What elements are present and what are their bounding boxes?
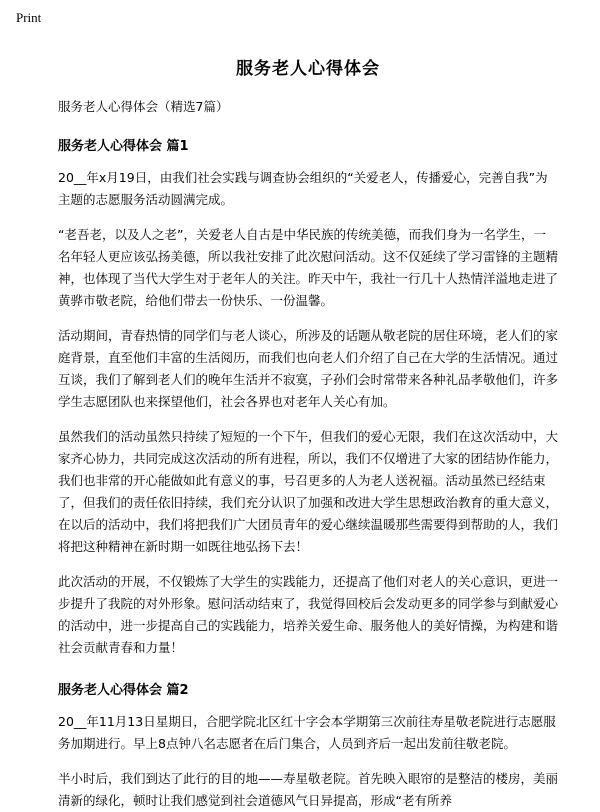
print-link[interactable]: Print <box>16 10 42 25</box>
section-heading-2: 服务老人心得体会 篇2 <box>58 683 189 698</box>
paragraph: “老吾老，以及人之老”，关爱老人自古是中华民族的传统美德，而我们身为一名学生，一名年轻人更应该弘扬美德，所以我社安排了此次慰问活动。这不仅延续了学习雷锋的主题精神，也体现了当代大学生对于老年人的关注。昨天中午，我社一行几十人热情洋溢地走进了黄骅市敬老院，给他们带去一份快乐、一份温馨。 <box>58 227 559 308</box>
paragraph: 20__年11月13日星期日，合肥学院北区红十字会本学期第三次前往寿星敬老院进行志愿服务加期进行。早上8点钟八名志愿者在后门集合，人员到齐后一起出发前往敬老院。 <box>58 714 556 751</box>
paragraph: 活动期间，青春热情的同学们与老人谈心，所涉及的话题从敬老院的居住环境，老人们的家庭背景，直至他们丰富的生活阅历，而我们也向老人们介绍了自己在大学的生活情况。通过互谈，我们了解到老人们的晚年生活并不寂寞，子孙们会时常带来各种礼品孝敬他们，许多学生志愿团队也来探望他们，社会各界也对老年人关心有加。 <box>58 328 559 409</box>
section-heading-1: 服务老人心得体会 篇1 <box>58 139 189 154</box>
paragraph: 虽然我们的活动虽然只持续了短短的一个下午，但我们的爱心无限，我们在这次活动中，大家齐心协力，共同完成这次活动的所有进程，所以，我们不仅增进了大家的团结协作能力，我们也非常的开心能做如此有意义的事，号召更多的人为老人送祝福。活动虽然已经结束了，但我们的责任依旧持续，我们充分认识了加强和改进大学生思想政治教育的重大意义，在以后的活动中，我们将把我们广大团员青年的爱心继续温暖那些需要得到帮助的人，我们将把这种精神在新时期一如既往地弘扬下去！ <box>58 429 559 554</box>
paragraph: 半小时后，我们到达了此行的目的地——寿星敬老院。首先映入眼帘的是整洁的楼房，美丽清新的绿化，顿时让我们感觉到社会道德风气日异提高，形成“老有所养 <box>58 771 559 808</box>
document-subtitle: 服务老人心得体会（精选7篇） <box>58 99 229 114</box>
paragraph: 20__年x月19日，由我们社会实践与调查协会组织的“关爱老人，传播爱心，完善自我”为主题的志愿服务活动圆满完成。 <box>58 170 548 207</box>
document-title: 服务老人心得体会 <box>236 59 380 79</box>
paragraph: 此次活动的开展，不仅锻炼了大学生的实践能力，还提高了他们对老人的关心意识，更进一步提升了我院的对外形象。慰问活动结束了，我觉得回校后会发动更多的同学参与到献爱心的活动中，进一步提高自己的实践能力，培养关爱生命、服务他人的美好情操，为构建和谐社会贡献青春和力量！ <box>58 574 559 655</box>
document-page <box>58 0 558 812</box>
